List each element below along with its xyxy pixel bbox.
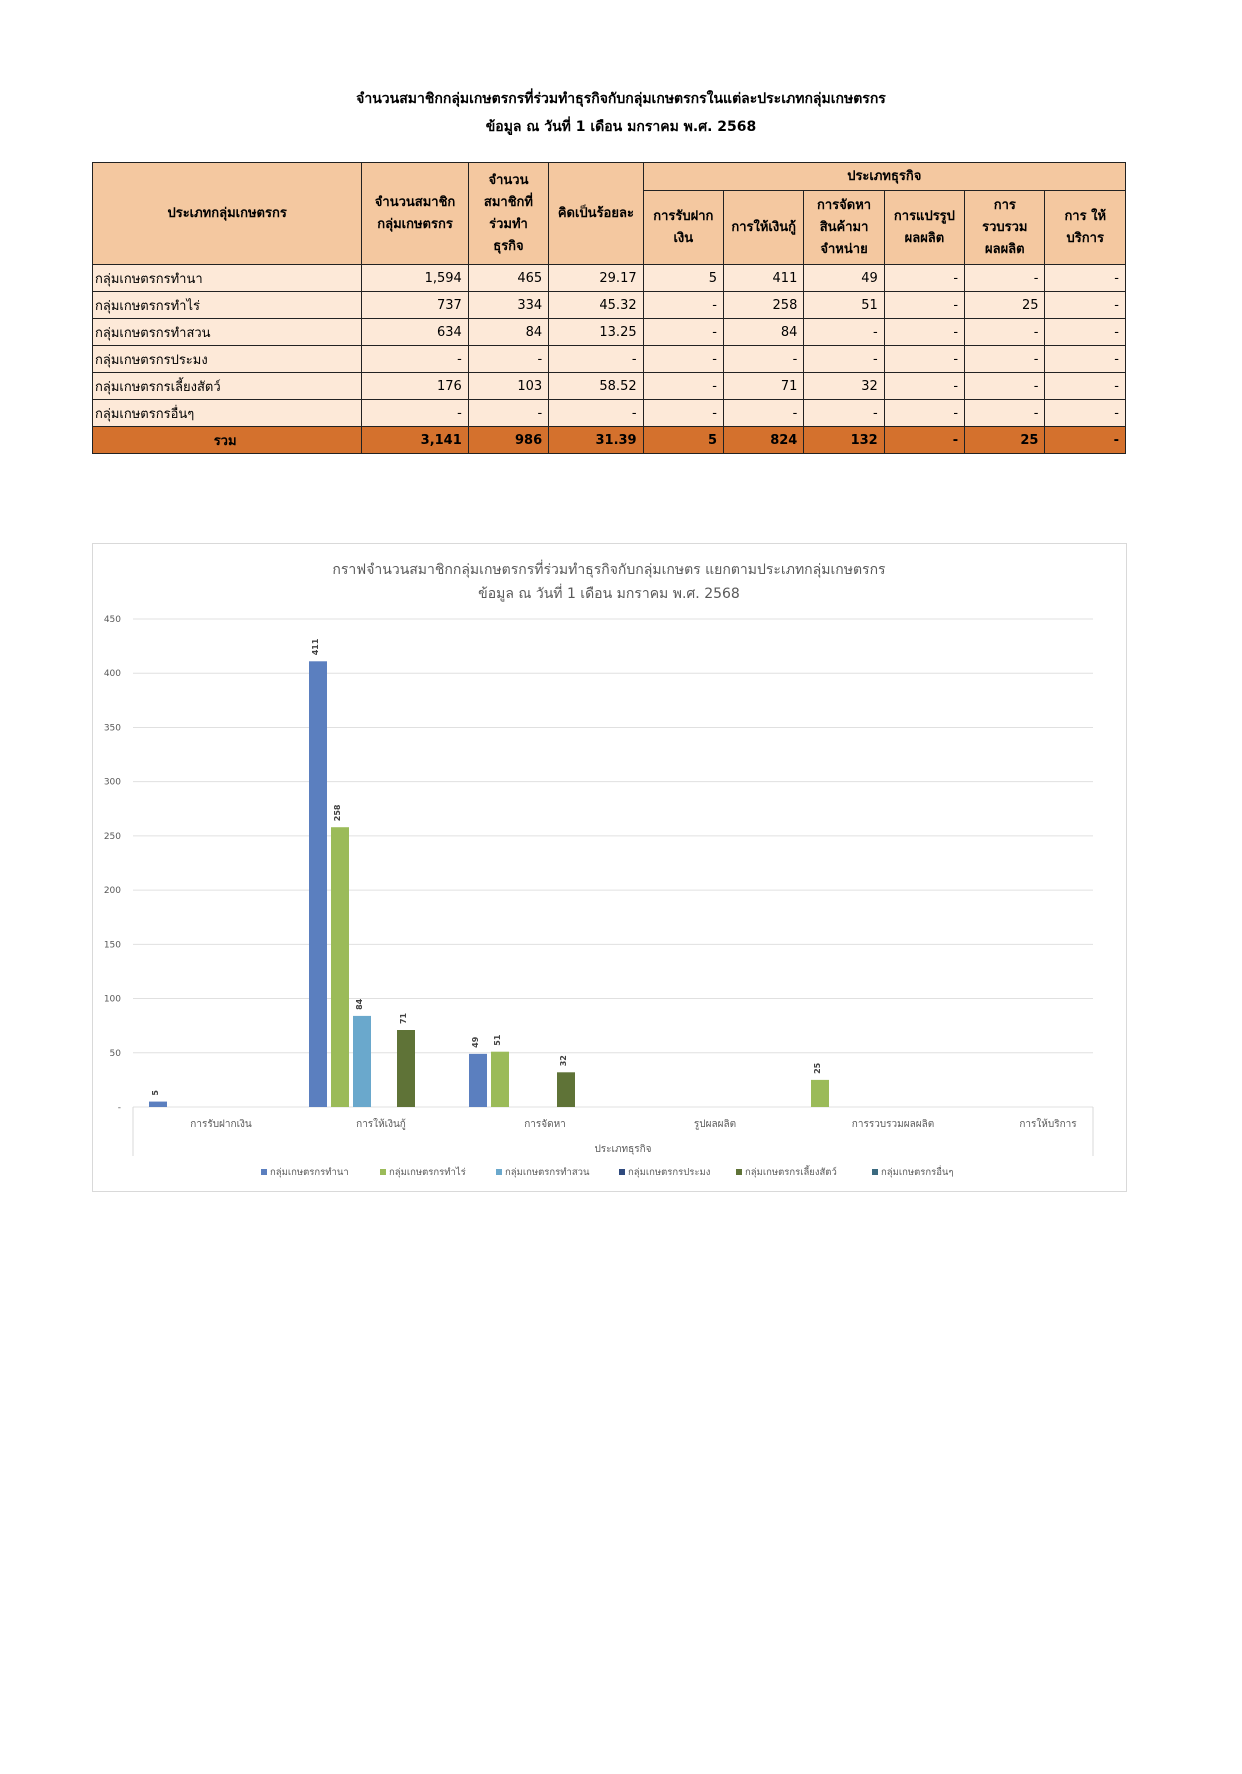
- cell-supply: 49: [804, 265, 884, 292]
- cell-collecting: -: [965, 319, 1045, 346]
- legend-label: กลุ่มเกษตรกรทำนา: [270, 1167, 349, 1178]
- document-subtitle: ข้อมูล ณ วันที่ 1 เดือน มกราคม พ.ศ. 2568: [485, 119, 757, 135]
- cell-participating: -: [468, 346, 548, 373]
- legend-label: กลุ่มเกษตรกรประมง: [628, 1167, 711, 1178]
- cell-service: -: [1045, 400, 1126, 427]
- cell-participating: 334: [468, 292, 548, 319]
- legend-swatch: [380, 1169, 386, 1175]
- table-row: [93, 319, 1126, 346]
- chart-container: [92, 543, 1127, 1192]
- cell-processing: -: [884, 319, 964, 346]
- header-type: ประเภทกลุ่มเกษตรกร: [93, 163, 362, 265]
- row-name: กลุ่มเกษตรกรทำไร่: [93, 292, 362, 319]
- cell-supply: -: [804, 400, 884, 427]
- bar: [469, 1054, 487, 1107]
- row-name: กลุ่มเกษตรกรประมง: [93, 346, 362, 373]
- bar-data-label: 411: [311, 638, 320, 656]
- total-deposit: 5: [643, 427, 723, 454]
- members-table: [92, 162, 1126, 454]
- cell-service: -: [1045, 373, 1126, 400]
- total-supply: 132: [804, 427, 884, 454]
- bar: [811, 1080, 829, 1107]
- bar: [331, 827, 349, 1107]
- table-row: [93, 373, 1126, 400]
- cell-supply: 32: [804, 373, 884, 400]
- cell-service: -: [1045, 346, 1126, 373]
- header-loan: การให้เงินกู้: [723, 191, 803, 265]
- cell-percent: 29.17: [549, 265, 643, 292]
- cell-supply: 51: [804, 292, 884, 319]
- cell-service: -: [1045, 319, 1126, 346]
- total-service: -: [1045, 427, 1126, 454]
- cell-deposit: -: [643, 346, 723, 373]
- x-tick-label: การรวบรวมผลผลิต: [851, 1119, 935, 1130]
- cell-collecting: -: [965, 346, 1045, 373]
- cell-loan: 84: [723, 319, 803, 346]
- total-label: รวม: [93, 427, 362, 454]
- bar-data-label: 51: [493, 1034, 502, 1046]
- bar: [557, 1072, 575, 1107]
- total-collecting: 25: [965, 427, 1045, 454]
- cell-service: -: [1045, 292, 1126, 319]
- y-tick-label: 100: [103, 994, 121, 1005]
- cell-percent: -: [549, 346, 643, 373]
- x-tick-label: การจัดหา: [524, 1119, 566, 1130]
- row-name: กลุ่มเกษตรกรเลี้ยงสัตว์: [93, 373, 362, 400]
- table-row: [93, 292, 1126, 319]
- cell-supply: -: [804, 346, 884, 373]
- legend-swatch: [496, 1169, 502, 1175]
- bar-data-label: 5: [151, 1089, 160, 1096]
- y-tick-label: 400: [103, 669, 121, 680]
- cell-members: 176: [362, 373, 469, 400]
- bar: [353, 1016, 371, 1107]
- cell-members: 634: [362, 319, 469, 346]
- cell-deposit: -: [643, 400, 723, 427]
- total-members: 3,141: [362, 427, 469, 454]
- cell-deposit: -: [643, 319, 723, 346]
- bar-chart: [93, 544, 1126, 1191]
- cell-deposit: 5: [643, 265, 723, 292]
- cell-members: 737: [362, 292, 469, 319]
- x-tick-label: การให้เงินกู้: [356, 1119, 406, 1130]
- cell-supply: -: [804, 319, 884, 346]
- y-tick-label: 200: [103, 886, 121, 897]
- chart-subtitle: ข้อมูล ณ วันที่ 1 เดือน มกราคม พ.ศ. 2568: [478, 586, 740, 602]
- cell-participating: 84: [468, 319, 548, 346]
- x-tick-label: รูปผลผลิต: [693, 1119, 737, 1130]
- y-tick-label: -: [117, 1103, 121, 1113]
- cell-members: -: [362, 346, 469, 373]
- header-deposit: การรับฝาก เงิน: [643, 191, 723, 265]
- header-collecting: การ รวบรวม ผลผลิต: [965, 191, 1045, 265]
- header-supply: การจัดหา สินค้ามา จำหน่าย: [804, 191, 884, 265]
- cell-deposit: -: [643, 373, 723, 400]
- row-name: กลุ่มเกษตรกรอื่นๆ: [93, 400, 362, 427]
- y-tick-label: 450: [103, 615, 121, 625]
- cell-processing: -: [884, 265, 964, 292]
- legend-swatch: [261, 1169, 267, 1175]
- header-percent: คิดเป็นร้อยละ: [549, 163, 643, 265]
- total-loan: 824: [723, 427, 803, 454]
- cell-loan: 258: [723, 292, 803, 319]
- cell-processing: -: [884, 346, 964, 373]
- bar-data-label: 71: [399, 1012, 408, 1025]
- legend-swatch: [619, 1169, 625, 1175]
- bar-data-label: 25: [813, 1062, 822, 1074]
- table-row: [93, 346, 1126, 373]
- bar-data-label: 32: [559, 1055, 568, 1067]
- cell-participating: 465: [468, 265, 548, 292]
- cell-collecting: -: [965, 373, 1045, 400]
- bar: [397, 1030, 415, 1107]
- y-tick-label: 250: [103, 831, 121, 842]
- cell-participating: 103: [468, 373, 548, 400]
- cell-members: -: [362, 400, 469, 427]
- cell-percent: 13.25: [549, 319, 643, 346]
- cell-processing: -: [884, 400, 964, 427]
- header-service: การ ให้บริการ: [1045, 191, 1126, 265]
- legend-swatch: [736, 1169, 742, 1175]
- row-name: กลุ่มเกษตรกรทำสวน: [93, 319, 362, 346]
- cell-percent: 45.32: [549, 292, 643, 319]
- table-row: [93, 265, 1126, 292]
- cell-participating: -: [468, 400, 548, 427]
- cell-loan: -: [723, 400, 803, 427]
- bar-data-label: 49: [471, 1036, 480, 1048]
- total-percent: 31.39: [549, 427, 643, 454]
- cell-collecting: 25: [965, 292, 1045, 319]
- document-title: จำนวนสมาชิกกลุ่มเกษตรกรที่ร่วมทำธุรกิจกับกลุ่มเกษตรกรในแต่ละประเภทกลุ่มเกษตรกร: [356, 91, 886, 107]
- chart-title: กราฟจำนวนสมาชิกกลุ่มเกษตรกรที่ร่วมทำธุรกิจกับกลุ่มเกษตร แยกตามประเภทกลุ่มเกษตรกร: [332, 562, 886, 578]
- cell-processing: -: [884, 292, 964, 319]
- cell-service: -: [1045, 265, 1126, 292]
- cell-collecting: -: [965, 400, 1045, 427]
- cell-deposit: -: [643, 292, 723, 319]
- header-members: จำนวนสมาชิก กลุ่มเกษตรกร: [362, 163, 469, 265]
- total-participating: 986: [468, 427, 548, 454]
- cell-members: 1,594: [362, 265, 469, 292]
- cell-loan: 71: [723, 373, 803, 400]
- x-tick-label: การรับฝากเงิน: [190, 1119, 252, 1130]
- bar-data-label: 84: [355, 998, 364, 1010]
- total-row: [93, 427, 1126, 454]
- total-processing: -: [884, 427, 964, 454]
- bar: [491, 1052, 509, 1107]
- header-participating: จำนวน สมาชิกที่ ร่วมทำธุรกิจ: [468, 163, 548, 265]
- cell-percent: 58.52: [549, 373, 643, 400]
- y-tick-label: 50: [109, 1048, 121, 1059]
- bar: [309, 661, 327, 1107]
- cell-loan: -: [723, 346, 803, 373]
- legend-label: กลุ่มเกษตรกรเลี้ยงสัตว์: [745, 1167, 837, 1178]
- y-tick-label: 150: [103, 940, 121, 951]
- y-tick-label: 350: [103, 723, 121, 734]
- y-tick-label: 300: [103, 777, 121, 788]
- cell-percent: -: [549, 400, 643, 427]
- legend-swatch: [872, 1169, 878, 1175]
- legend-label: กลุ่มเกษตรกรทำสวน: [505, 1167, 590, 1178]
- header-business-group: ประเภทธุรกิจ: [643, 163, 1125, 191]
- cell-processing: -: [884, 373, 964, 400]
- bar: [149, 1102, 167, 1107]
- table-row: [93, 400, 1126, 427]
- header-processing: การแปรรูป ผลผลิต: [884, 191, 964, 265]
- x-tick-label: การให้บริการ: [1019, 1119, 1077, 1130]
- legend-label: กลุ่มเกษตรกรทำไร่: [389, 1167, 466, 1178]
- legend-label: กลุ่มเกษตรกรอื่นๆ: [881, 1167, 954, 1178]
- x-axis-label: ประเภทธุรกิจ: [594, 1144, 652, 1155]
- cell-loan: 411: [723, 265, 803, 292]
- row-name: กลุ่มเกษตรกรทำนา: [93, 265, 362, 292]
- cell-collecting: -: [965, 265, 1045, 292]
- bar-data-label: 258: [333, 804, 342, 822]
